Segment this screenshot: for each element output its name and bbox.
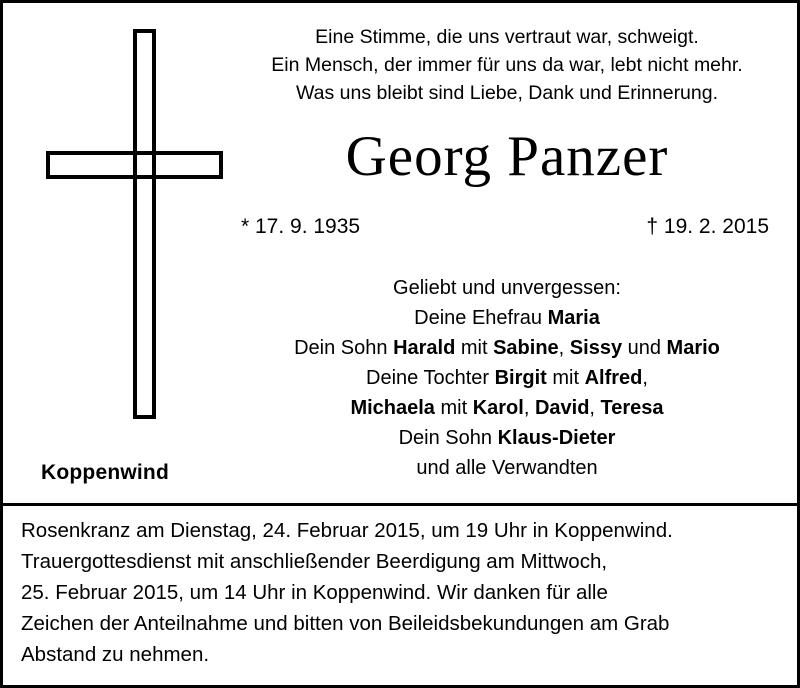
notice-text-column xyxy=(235,23,779,483)
family-line: Michaela mit Karol, David, Teresa xyxy=(350,397,664,419)
cross-right-cap xyxy=(219,151,223,179)
life-dates xyxy=(235,215,779,239)
family-line: Dein Sohn Klaus-Dieter xyxy=(398,427,616,449)
cross-top-cap xyxy=(133,29,156,33)
cross-horizontal-top-stroke xyxy=(46,151,223,155)
memorial-verse xyxy=(235,23,779,107)
service-line: Zeichen der Anteilnahme und bitten von Beileidsbekundungen am Grab xyxy=(21,612,670,635)
death-date: † 19. 2. 2015 xyxy=(646,215,769,238)
christian-cross-icon xyxy=(25,29,235,429)
deceased-name: Georg Panzer xyxy=(345,125,669,188)
verse-line: Ein Mensch, der immer für uns da war, lebt nicht mehr. xyxy=(271,54,743,76)
cross-bottom-cap xyxy=(133,415,156,419)
cross-vertical-right-stroke xyxy=(152,29,156,419)
cross-horizontal-bottom-stroke xyxy=(46,175,223,179)
verse-line: Was uns bleibt sind Liebe, Dank und Erinnerung. xyxy=(295,82,719,104)
family-list xyxy=(235,273,779,483)
notice-upper-section xyxy=(3,3,797,503)
birth-date: * 17. 9. 1935 xyxy=(241,215,361,238)
family-intro: Geliebt und unvergessen: xyxy=(393,277,621,299)
service-line: Trauergottesdienst mit anschließender Beerdigung am Mittwoch, xyxy=(21,550,608,573)
service-details xyxy=(21,515,783,670)
place-name: Koppenwind xyxy=(41,461,169,484)
service-line: 25. Februar 2015, um 14 Uhr in Koppenwind. Wir danken für alle xyxy=(21,581,608,604)
family-line: Deine Tochter Birgit mit Alfred, xyxy=(366,367,648,389)
service-line: Abstand zu nehmen. xyxy=(21,643,210,666)
family-line: Dein Sohn Harald mit Sabine, Sissy und Mario xyxy=(294,337,720,359)
cross-left-cap xyxy=(46,151,50,179)
service-line: Rosenkranz am Dienstag, 24. Februar 2015, um 19 Uhr in Koppenwind. xyxy=(21,519,673,542)
verse-line: Eine Stimme, die uns vertraut war, schweigt. xyxy=(315,26,699,48)
cross-vertical-left-stroke xyxy=(133,29,137,419)
family-line: Deine Ehefrau Maria xyxy=(414,307,600,329)
family-line: und alle Verwandten xyxy=(416,457,598,479)
horizontal-divider xyxy=(3,503,797,506)
